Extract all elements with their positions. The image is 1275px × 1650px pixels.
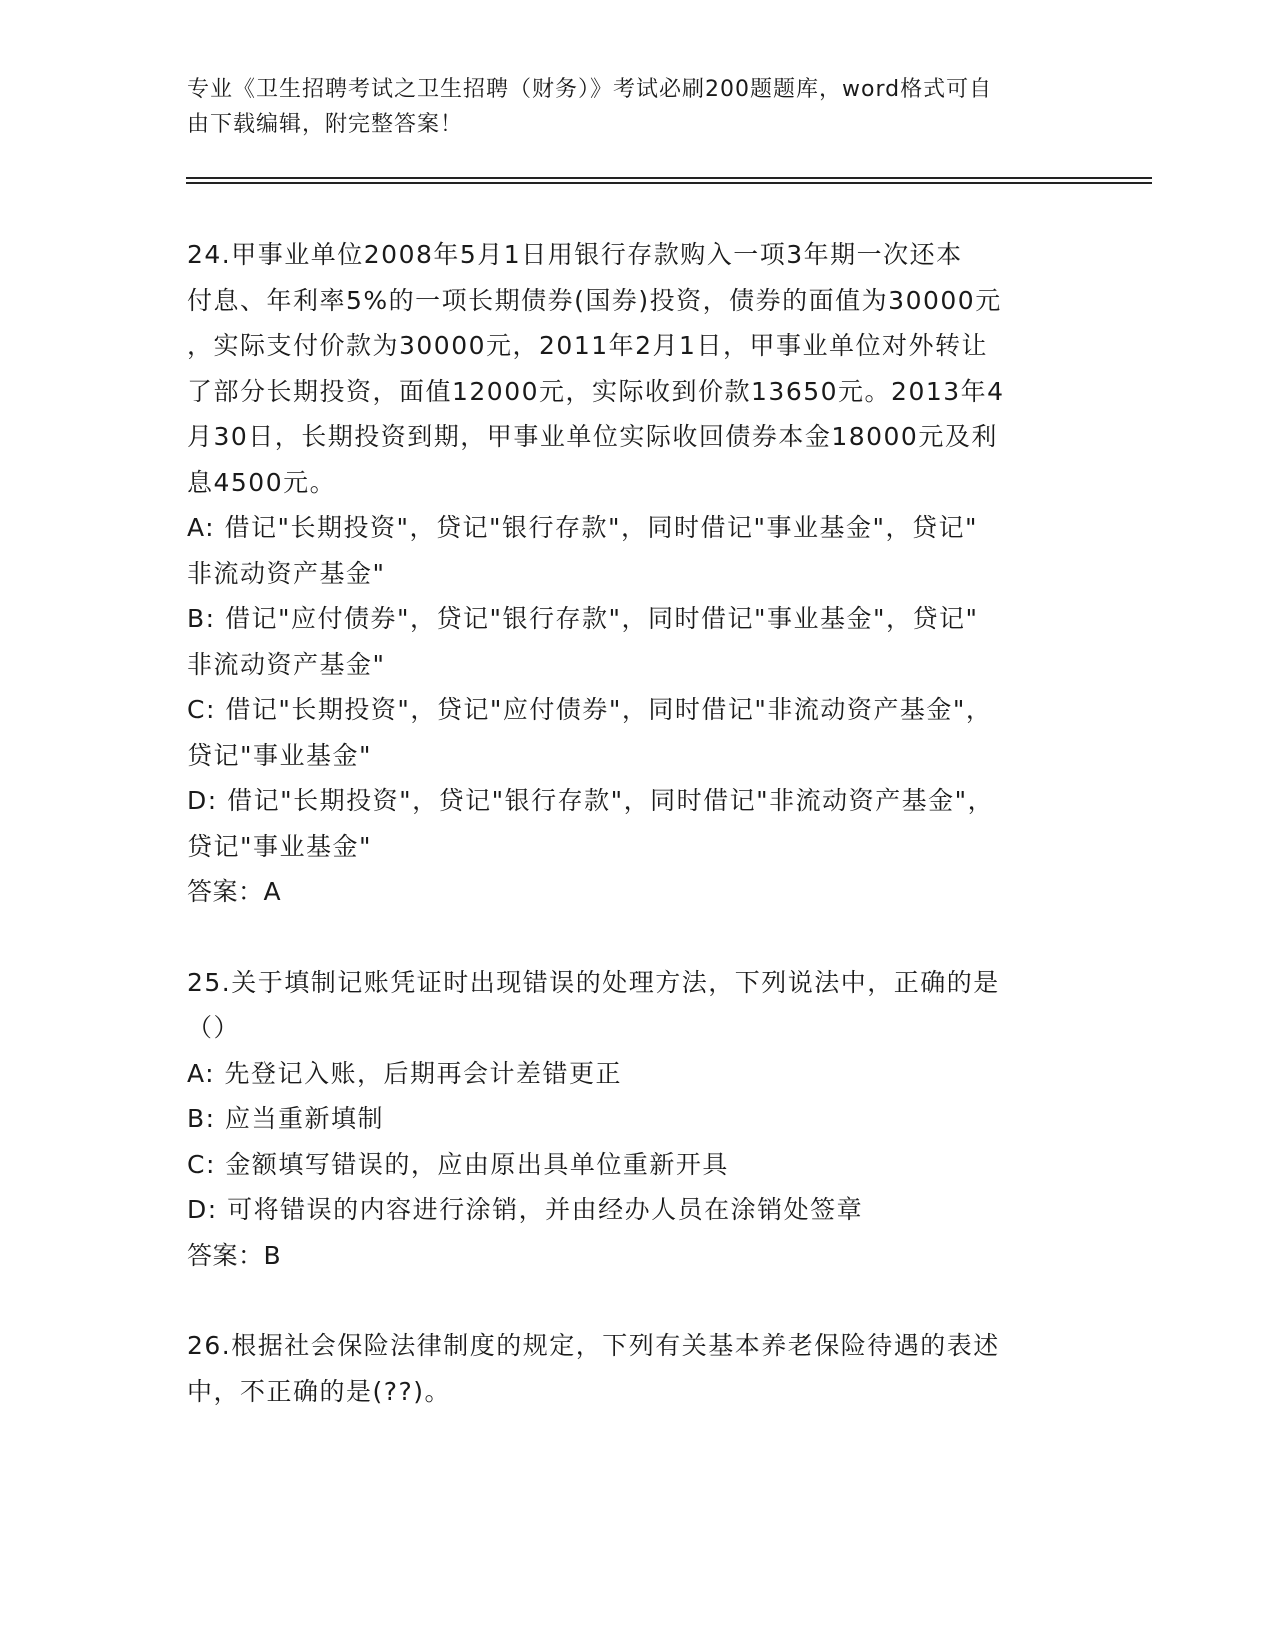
header-divider: [186, 177, 1152, 179]
answer-label: 答案：B: [187, 1240, 282, 1270]
header-line: 专业《卫生招聘考试之卫生招聘（财务）》考试必刷200题题库，word格式可自: [187, 77, 993, 102]
question-26: [187, 1323, 1087, 1414]
option-c-line: C: 金额填写错误的，应由原出具单位重新开具: [187, 1149, 729, 1179]
question-stem-line: （）: [187, 1013, 241, 1042]
option-a-line: 非流动资产基金": [187, 558, 386, 588]
option-c-line: C: 借记"长期投资"，贷记"应付债券"，同时借记"非流动资产基金"，: [187, 695, 993, 724]
header-divider: [186, 182, 1152, 184]
question-stem-line: 付息、年利率5%的一项长期债券(国券)投资，债券的面值为30000元: [187, 285, 1002, 315]
option-a-line: A: 先登记入账，后期再会计差错更正: [187, 1058, 623, 1088]
option-c-line: 贷记"事业基金": [187, 740, 372, 770]
question-stem-line: 中，不正确的是(??)。: [187, 1376, 452, 1406]
option-d-line: D: 借记"长期投资"，贷记"银行存款"，同时借记"非流动资产基金"，: [187, 786, 995, 815]
question-stem-line: 月30日，长期投资到期，甲事业单位实际收回债券本金18000元及利: [187, 422, 998, 451]
question-24: [187, 232, 1087, 915]
option-b-line: B: 应当重新填制: [187, 1104, 385, 1133]
question-25: [187, 960, 1087, 1279]
question-stem-line: ，实际支付价款为30000元，2011年2月1日，甲事业单位对外转让: [187, 331, 988, 360]
option-b-line: 非流动资产基金": [187, 649, 386, 679]
question-stem-line: 24.甲事业单位2008年5月1日用银行存款购入一项3年期一次还本: [187, 240, 963, 269]
option-d-line: D: 可将错误的内容进行涂销，并由经办人员在涂销处签章: [187, 1195, 864, 1224]
header-line: 由下载编辑，附完整答案！: [187, 112, 464, 137]
question-stem-line: 了部分长期投资，面值12000元，实际收到价款13650元。2013年4: [187, 376, 1005, 406]
answer-label: 答案：A: [187, 877, 282, 906]
option-d-line: 贷记"事业基金": [187, 831, 372, 861]
question-stem-line: 26.根据社会保险法律制度的规定，下列有关基本养老保险待遇的表述: [187, 1331, 1000, 1360]
question-stem-line: 息4500元。: [187, 467, 337, 497]
document-header: [187, 72, 1067, 142]
option-b-line: B: 借记"应付债券"，贷记"银行存款"，同时借记"事业基金"，贷记": [187, 604, 979, 633]
question-stem-line: 25.关于填制记账凭证时出现错误的处理方法，下列说法中，正确的是: [187, 967, 1000, 997]
question-list: [187, 232, 1087, 1414]
option-a-line: A: 借记"长期投资"，贷记"银行存款"，同时借记"事业基金"，贷记": [187, 513, 979, 542]
